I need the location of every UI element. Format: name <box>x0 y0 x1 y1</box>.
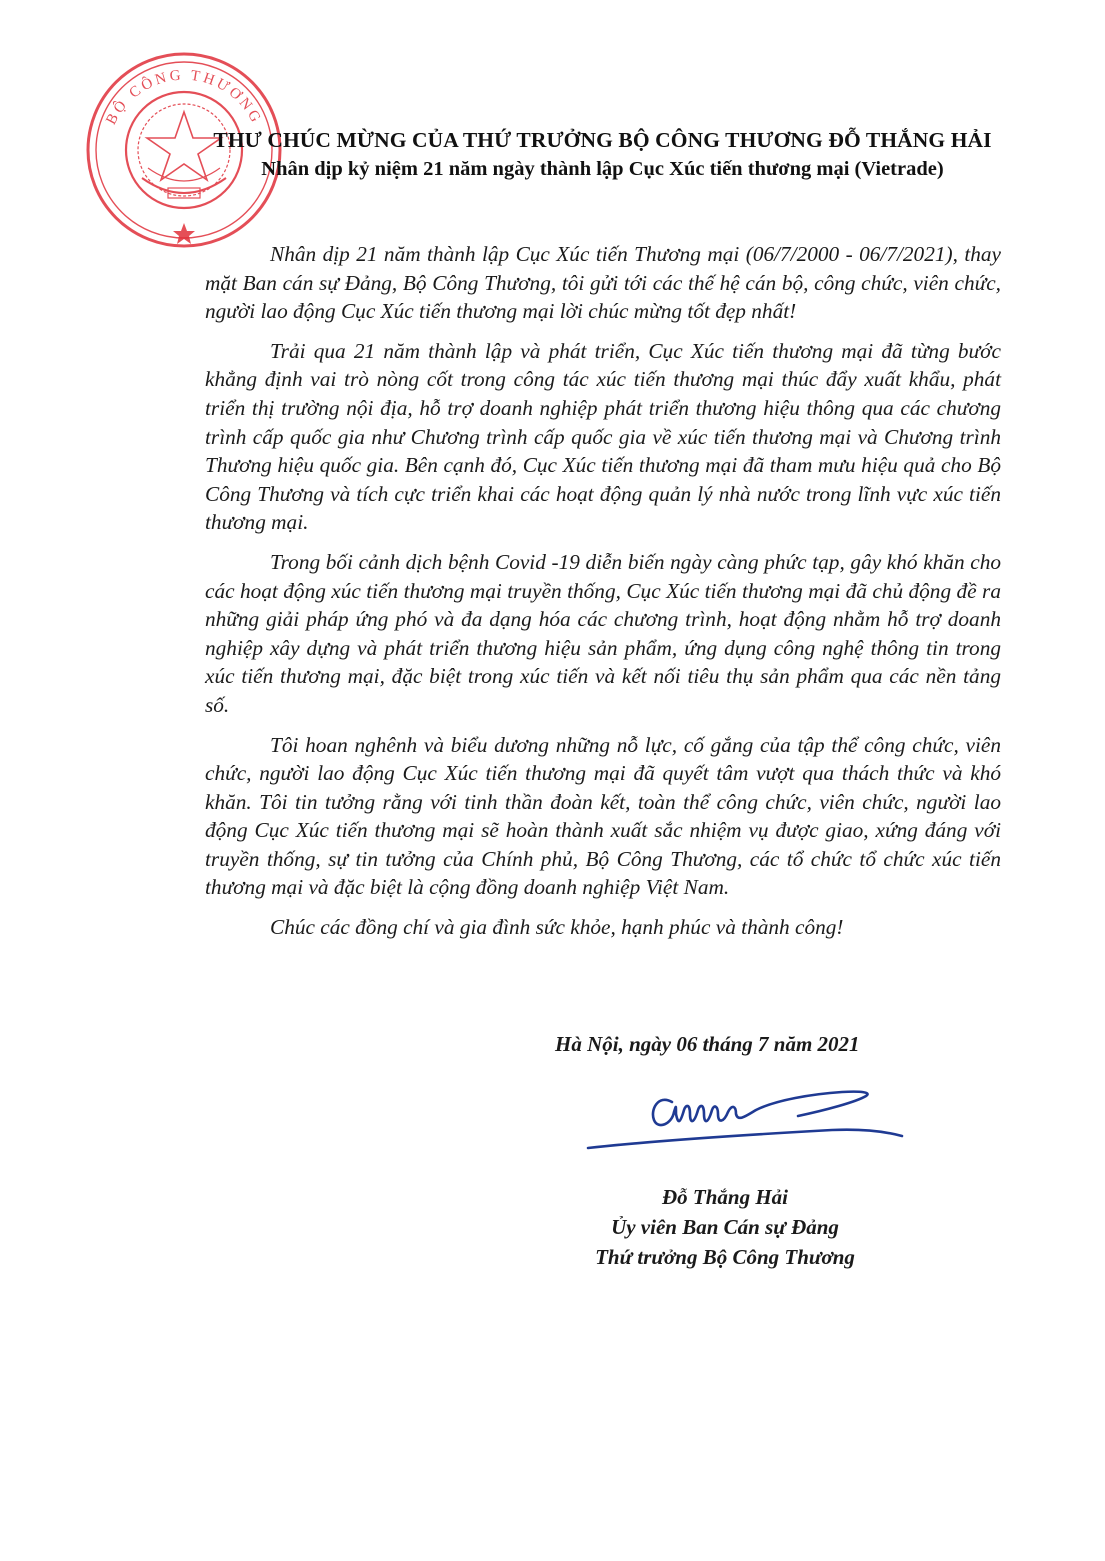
svg-text:BỘ CÔNG THƯƠNG <box>103 67 264 127</box>
letter-body <box>205 240 1001 953</box>
closing-wish: Chúc các đồng chí và gia đình sức khỏe, hạnh phúc và thành công! <box>270 915 844 940</box>
body-paragraph: Tôi hoan nghênh và biểu dương những nỗ lực, cố gắng của tập thể công chức, viên chức, người lao động Cục Xúc tiến thương mại đã quyết tâm vượt qua thách thức và khó khăn. Tôi tin tưởng rằng với tinh thần đoàn kết, toàn thể công chức, viên chức, người lao động Cục Xúc tiến thương mại sẽ hoàn thành xuất sắc nhiệm vụ được giao, xứng đáng với truyền thống, sự tin tưởng của Chính phủ, Bộ Công Thương, các tổ chức tổ chức xúc tiến thương mại và đặc biệt là cộng đồng doanh nghiệp Việt Nam. <box>205 732 1001 900</box>
seal-text: BỘ CÔNG THƯƠNG <box>103 67 265 128</box>
letter-title: THƯ CHÚC MỪNG CỦA THỨ TRƯỞNG BỘ CÔNG THƯƠNG ĐỖ THẮNG HẢI <box>213 128 992 152</box>
handwritten-signature <box>580 1080 910 1165</box>
signer-block <box>540 1182 910 1272</box>
body-paragraph: Nhân dịp 21 năm thành lập Cục Xúc tiến Thương mại (06/7/2000 - 06/7/2021), thay mặt Ban cán sự Đảng, Bộ Công Thương, tôi gửi tới các thế hệ cán bộ, công chức, viên chức, người lao động Cục Xúc tiến thương mại lời chúc mừng tốt đẹp nhất! <box>205 242 1001 324</box>
signer-position: Thứ trưởng Bộ Công Thương <box>595 1245 855 1269</box>
body-paragraph: Trải qua 21 năm thành lập và phát triển, Cục Xúc tiến thương mại đã từng bước khẳng định vai trò nòng cốt trong công tác xúc tiến thương mại thúc đẩy xuất khẩu, phát triển thị trường nội địa, hỗ trợ doanh nghiệp phát triển thương hiệu thông qua các chương trình cấp quốc gia như Chương trình cấp quốc gia về xúc tiến thương mại và Chương trình Thương hiệu quốc gia. Bên cạnh đó, Cục Xúc tiến thương mại đã tham mưu hiệu quả cho Bộ Công Thương và tích cực triển khai các hoạt động quản lý nhà nước trong lĩnh vực xúc tiến thương mại. <box>205 338 1001 535</box>
signer-name: Đỗ Thắng Hải <box>661 1185 789 1209</box>
letter-subtitle: Nhân dịp kỷ niệm 21 năm ngày thành lập Cục Xúc tiến thương mại (Vietrade) <box>261 158 944 180</box>
signer-role: Ủy viên Ban Cán sự Đảng <box>611 1215 839 1239</box>
body-paragraph: Trong bối cảnh dịch bệnh Covid -19 diễn biến ngày càng phức tạp, gây khó khăn cho các hoạt động xúc tiến thương mại truyền thống, Cục Xúc tiến thương mại đã chủ động đề ra những giải pháp ứng phó và đa dạng hóa các chương trình, hoạt động nhằm hỗ trợ doanh nghiệp xây dựng và phát triển thương hiệu sản phẩm, ứng dụng công nghệ thông tin trong xúc tiến thương mại, đặc biệt trong xúc tiến và kết nối tiêu thụ sản phẩm qua các nền tảng số. <box>205 549 1001 717</box>
place-and-date: Hà Nội, ngày 06 tháng 7 năm 2021 <box>555 1032 860 1056</box>
